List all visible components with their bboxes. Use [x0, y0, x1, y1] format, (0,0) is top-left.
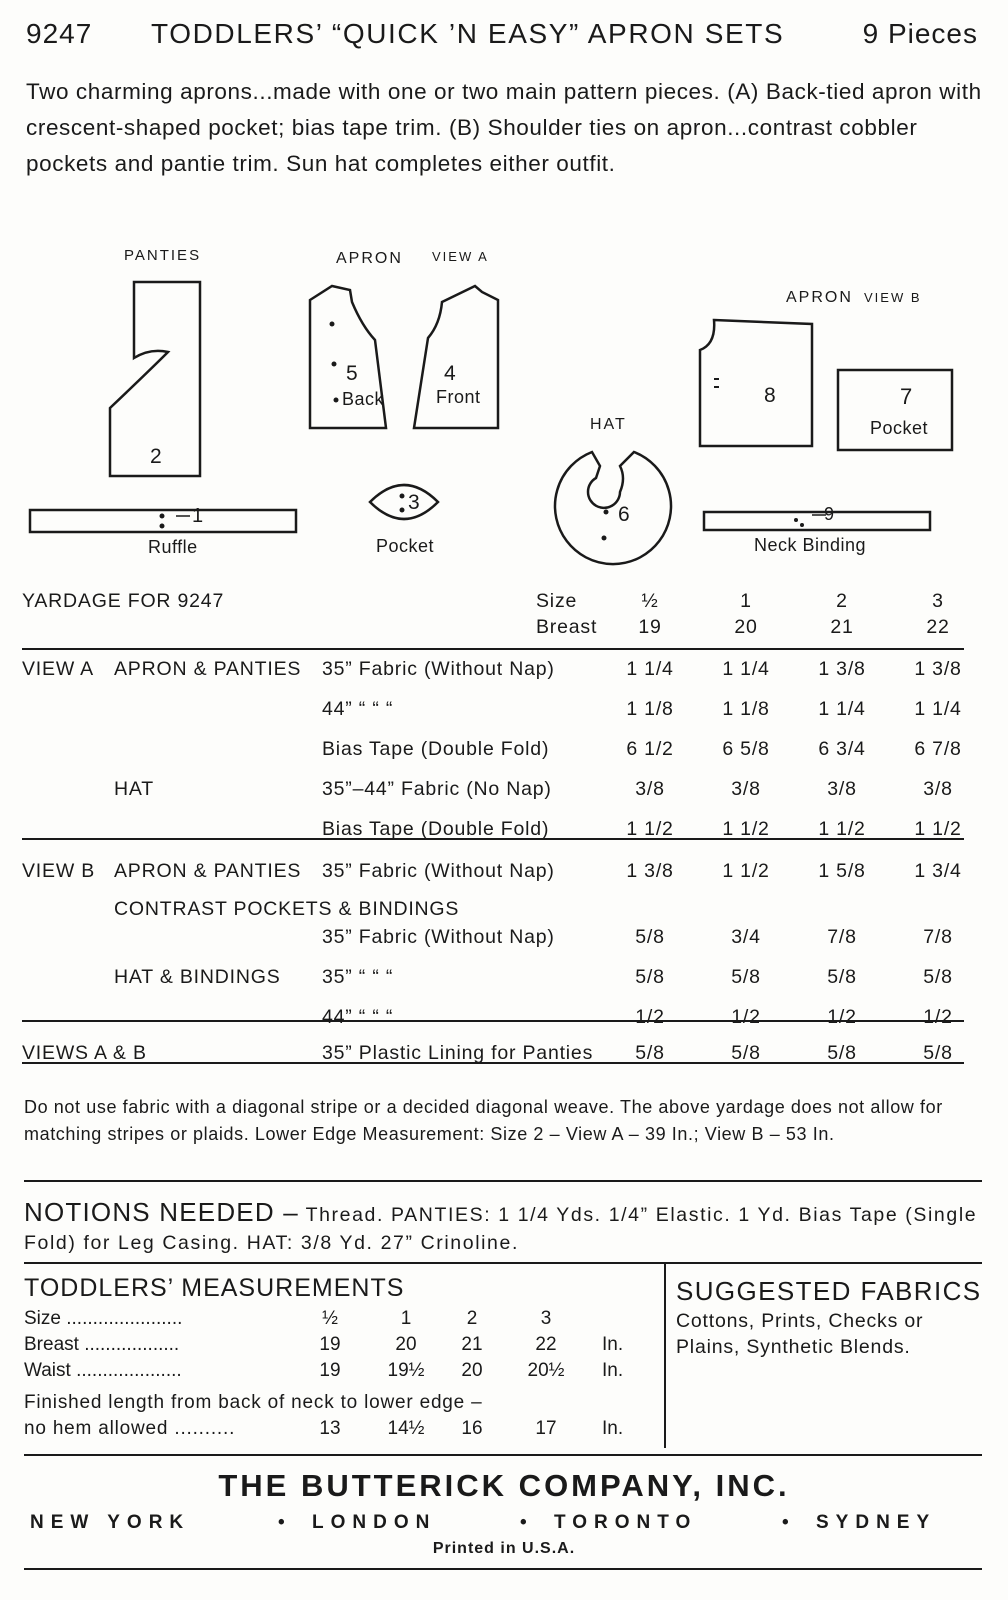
measurement-value: 22	[535, 1334, 557, 1355]
measurement-value: 1	[400, 1308, 412, 1329]
yardage-value: 5/8	[923, 1042, 953, 1064]
breast-col: 22	[926, 616, 950, 638]
piece-number: 8	[764, 384, 777, 407]
yardage-value: 6 1/2	[626, 738, 674, 760]
measurement-unit: In.	[602, 1360, 624, 1381]
measurement-label: Size ......................	[24, 1308, 183, 1329]
row-item: HAT & BINDINGS	[114, 966, 281, 988]
yardage-value: 1 3/8	[626, 860, 674, 882]
city: SYDNEY	[816, 1512, 937, 1533]
yardage-value: 3/4	[731, 926, 761, 948]
finished-value: 17	[535, 1418, 557, 1439]
measurement-value: 2	[466, 1308, 478, 1329]
yardage-value: 1/2	[923, 1006, 953, 1028]
header	[26, 18, 978, 62]
view-b-label: VIEW B	[864, 290, 922, 305]
piece-name: Front	[436, 387, 481, 407]
finished-label: no hem allowed ..........	[24, 1418, 236, 1439]
yardage-value: 1 1/2	[626, 818, 674, 840]
yardage-value: 1 3/8	[914, 658, 962, 680]
finished-value: 13	[319, 1418, 341, 1439]
piece-name: Back	[342, 389, 385, 409]
hat-piece	[555, 452, 671, 564]
piece-number: 9	[824, 504, 835, 524]
yardage-value: 6 5/8	[722, 738, 770, 760]
row-item: APRON & PANTIES	[114, 860, 302, 882]
piece-name: Neck Binding	[754, 535, 867, 555]
yardage-value: 5/8	[635, 926, 665, 948]
company-name: THE BUTTERICK COMPANY, INC.	[218, 1468, 790, 1503]
yardage-value: 1 1/8	[626, 698, 674, 720]
yardage-value: 5/8	[731, 1042, 761, 1064]
view-a-label: VIEW A	[432, 249, 489, 264]
yardage-value: 5/8	[731, 966, 761, 988]
row-description: 35” “ “ “	[322, 966, 394, 988]
row-view: VIEW A	[22, 658, 94, 680]
measurement-unit: In.	[602, 1334, 624, 1355]
notions	[24, 1198, 986, 1257]
piece-name: Pocket	[376, 536, 435, 556]
breast-label: Breast	[536, 616, 598, 638]
row-view: VIEW B	[22, 860, 96, 882]
piece-number: 3	[408, 491, 421, 514]
finished-label: Finished length from back of neck to lower edge –	[24, 1392, 483, 1413]
breast-col: 19	[638, 616, 662, 638]
divider	[24, 1454, 982, 1456]
yardage-value: 5/8	[635, 966, 665, 988]
yardage-value: 1 5/8	[818, 860, 866, 882]
divider	[22, 648, 964, 650]
breast-col: 20	[734, 616, 758, 638]
pattern-pieces-diagram	[0, 240, 1008, 570]
suggested-fabrics	[676, 1274, 982, 1360]
measurement-value: 19½	[387, 1360, 425, 1381]
measurement-value: 21	[461, 1334, 483, 1355]
size-col: ½	[641, 590, 659, 612]
yardage-value: 5/8	[827, 966, 857, 988]
row-description: 35” Fabric (Without Nap)	[322, 860, 555, 882]
yardage-value: 6 7/8	[914, 738, 962, 760]
row-description: 44” “ “ “	[322, 698, 394, 720]
yardage-value: 1 1/4	[722, 658, 770, 680]
city-bullet: •	[520, 1512, 534, 1533]
measurement-value: 19	[319, 1334, 341, 1355]
measurement-label: Breast ..................	[24, 1334, 180, 1355]
piece-number: 6	[618, 503, 631, 526]
row-description: 44” “ “ “	[322, 1006, 394, 1028]
suggested-text: Cottons, Prints, Checks or Plains, Synthetic Blends.	[676, 1310, 924, 1358]
description: Two charming aprons...made with one or two main pattern pieces. (A) Back-tied apron with crescent-shaped pocket; bias tape trim. (B) Shoulder ties on apron...contrast cobbler pockets and pantie trim. Sun hat completes either outfit.	[26, 79, 982, 176]
yardage-value: 1 1/4	[914, 698, 962, 720]
notions-title: NOTIONS NEEDED –	[24, 1197, 299, 1227]
hat-label: HAT	[590, 416, 627, 433]
yardage-value: 3/8	[731, 778, 761, 800]
measurement-value: 20½	[527, 1360, 565, 1381]
row-description: 35” Plastic Lining for Panties	[322, 1042, 594, 1064]
divider	[24, 1262, 982, 1264]
yardage-value: 1 1/8	[722, 698, 770, 720]
pocket-a-piece	[370, 485, 438, 519]
apron-b-label: APRON	[786, 289, 853, 306]
yardage-value: 1/2	[827, 1006, 857, 1028]
measurement-value: 20	[395, 1334, 417, 1355]
yardage-value: 1 3/4	[914, 860, 962, 882]
yardage-value: 3/8	[635, 778, 665, 800]
size-col: 1	[740, 590, 752, 612]
measurement-value: ½	[322, 1308, 338, 1329]
finished-value: 16	[461, 1418, 483, 1439]
finished-value: 14½	[387, 1418, 425, 1439]
yardage-value: 7/8	[827, 926, 857, 948]
column-divider	[664, 1262, 666, 1448]
size-col: 3	[932, 590, 944, 612]
notions-text: Thread. PANTIES: 1 1/4 Yds. 1/4” Elastic. 1 Yd. Bias Tape (Single Fold) for Leg Casing. HAT: 3/8 Yd. 27” Crinoline.	[24, 1204, 978, 1254]
divider	[24, 1568, 982, 1570]
yardage-value: 1 1/2	[722, 860, 770, 882]
row-item: HAT	[114, 778, 154, 800]
yardage-value: 1/2	[731, 1006, 761, 1028]
yardage-value: 1/2	[635, 1006, 665, 1028]
measurement-value: 3	[540, 1308, 552, 1329]
size-label: Size	[536, 590, 578, 612]
piece-number: 4	[444, 362, 457, 385]
yardage-value: 5/8	[923, 966, 953, 988]
measurement-label: Waist ....................	[24, 1360, 182, 1381]
measurements-title: TODDLERS’ MEASUREMENTS	[24, 1274, 405, 1302]
printed-in: Printed in U.S.A.	[432, 1540, 576, 1557]
apron-label: APRON	[336, 250, 403, 267]
row-description: 35” Fabric (Without Nap)	[322, 658, 555, 680]
pattern-number: 9247	[26, 18, 93, 49]
piece-count: 9 Pieces	[862, 18, 978, 49]
measurement-value: 20	[461, 1360, 483, 1381]
row-item: APRON & PANTIES	[114, 658, 302, 680]
yardage-value: 1 1/2	[722, 818, 770, 840]
yardage-value: 1 1/2	[818, 818, 866, 840]
piece-number: 5	[346, 362, 359, 385]
panties-label: PANTIES	[124, 247, 202, 264]
measurement-value: 19	[319, 1360, 341, 1381]
piece-name: Ruffle	[148, 537, 198, 557]
piece-number: 1	[192, 505, 204, 527]
piece-number: 7	[900, 384, 913, 409]
yardage-value: 7/8	[923, 926, 953, 948]
row-description: Bias Tape (Double Fold)	[322, 818, 550, 840]
yardage-value: 3/8	[827, 778, 857, 800]
yardage-value: 1 1/2	[914, 818, 962, 840]
city: NEW YORK	[30, 1512, 191, 1533]
city-bullet: •	[782, 1512, 796, 1533]
divider	[24, 1180, 982, 1182]
yardage-note: Do not use fabric with a diagonal stripe or a decided diagonal weave. The above yardage does not allow for matching stripes or plaids. Lower Edge Measurement: Size 2 – View A – 39 In.; View B – 53 In.	[24, 1097, 943, 1144]
yardage-value: 3/8	[923, 778, 953, 800]
measurements	[24, 1274, 660, 1446]
finished-unit: In.	[602, 1418, 624, 1439]
apron-b-piece	[700, 320, 812, 446]
city: TORONTO	[554, 1512, 698, 1533]
city-bullet: •	[278, 1512, 292, 1533]
yardage-value: 5/8	[635, 1042, 665, 1064]
size-col: 2	[836, 590, 848, 612]
row-description: Bias Tape (Double Fold)	[322, 738, 550, 760]
yardage-value: 1 1/4	[626, 658, 674, 680]
row-view: VIEWS A & B	[22, 1042, 147, 1064]
row-item: CONTRAST POCKETS & BINDINGS	[114, 898, 460, 920]
piece-number: 2	[150, 445, 163, 468]
yardage-title: YARDAGE FOR 9247	[22, 590, 225, 612]
row-description: 35”–44” Fabric (No Nap)	[322, 778, 552, 800]
ruffle-piece	[30, 510, 296, 532]
breast-col: 21	[830, 616, 854, 638]
yardage-value: 1 1/4	[818, 698, 866, 720]
suggested-title: SUGGESTED FABRICS	[676, 1276, 982, 1306]
city: LONDON	[312, 1512, 437, 1533]
yardage-value: 6 3/4	[818, 738, 866, 760]
row-description: 35” Fabric (Without Nap)	[322, 926, 555, 948]
piece-name: Pocket	[870, 418, 929, 438]
yardage-value: 5/8	[827, 1042, 857, 1064]
page-title: TODDLERS’ “QUICK ’N EASY” APRON SETS	[151, 18, 785, 49]
yardage-value: 1 3/8	[818, 658, 866, 680]
